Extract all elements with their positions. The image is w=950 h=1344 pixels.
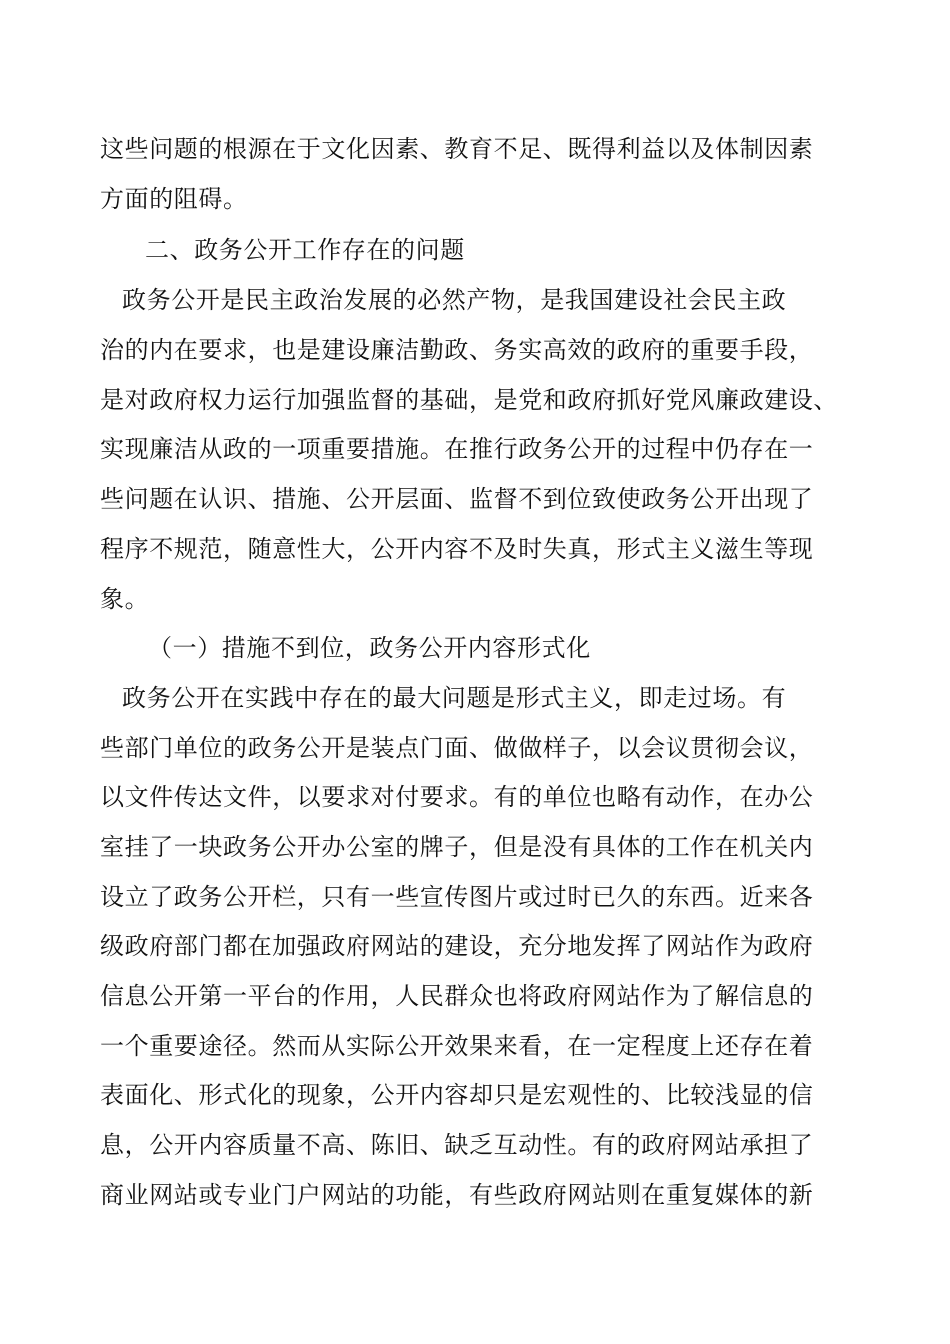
text-line: 商业网站或专业门户网站的功能，有些政府网站则在重复媒体的新 <box>100 1181 814 1209</box>
text-line: 程序不规范，随意性大，公开内容不及时失真，形式主义滋生等现 <box>100 535 814 563</box>
text-line: 政务公开是民主政治发展的必然产物，是我国建设社会民主政 <box>122 286 787 314</box>
text-line: 是对政府权力运行加强监督的基础，是党和政府抓好党风廉政建设、 <box>100 386 838 414</box>
section-heading: 二、政务公开工作存在的问题 <box>145 236 465 264</box>
subsection-heading: （一）措施不到位，政务公开内容形式化 <box>148 634 591 662</box>
text-line: 实现廉洁从政的一项重要措施。在推行政务公开的过程中仍存在一 <box>100 435 814 463</box>
text-line: 些部门单位的政务公开是装点门面、做做样子，以会议贯彻会议， <box>100 734 814 762</box>
text-line: 表面化、形式化的现象，公开内容却只是宏观性的、比较浅显的信 <box>100 1081 814 1109</box>
text-line: 方面的阻碍。 <box>100 185 248 213</box>
text-line: 设立了政务公开栏，只有一些宣传图片或过时已久的东西。近来各 <box>100 883 814 911</box>
text-line: 一个重要途径。然而从实际公开效果来看，在一定程度上还存在着 <box>100 1032 814 1060</box>
text-line: 些问题在认识、措施、公开层面、监督不到位致使政务公开出现了 <box>100 485 814 513</box>
text-line: 级政府部门都在加强政府网站的建设，充分地发挥了网站作为政府 <box>100 932 814 960</box>
text-line: 政务公开在实践中存在的最大问题是形式主义，即走过场。有 <box>122 684 787 712</box>
text-line: 这些问题的根源在于文化因素、教育不足、既得利益以及体制因素 <box>100 135 814 163</box>
text-line: 信息公开第一平台的作用，人民群众也将政府网站作为了解信息的 <box>100 982 814 1010</box>
text-line: 治的内在要求，也是建设廉洁勤政、务实高效的政府的重要手段， <box>100 336 814 364</box>
text-line: 室挂了一块政务公开办公室的牌子，但是没有具体的工作在机关内 <box>100 833 814 861</box>
text-line: 息，公开内容质量不高、陈旧、缺乏互动性。有的政府网站承担了 <box>100 1131 814 1159</box>
text-line: 以文件传达文件，以要求对付要求。有的单位也略有动作，在办公 <box>100 783 814 811</box>
text-line: 象。 <box>100 585 150 613</box>
